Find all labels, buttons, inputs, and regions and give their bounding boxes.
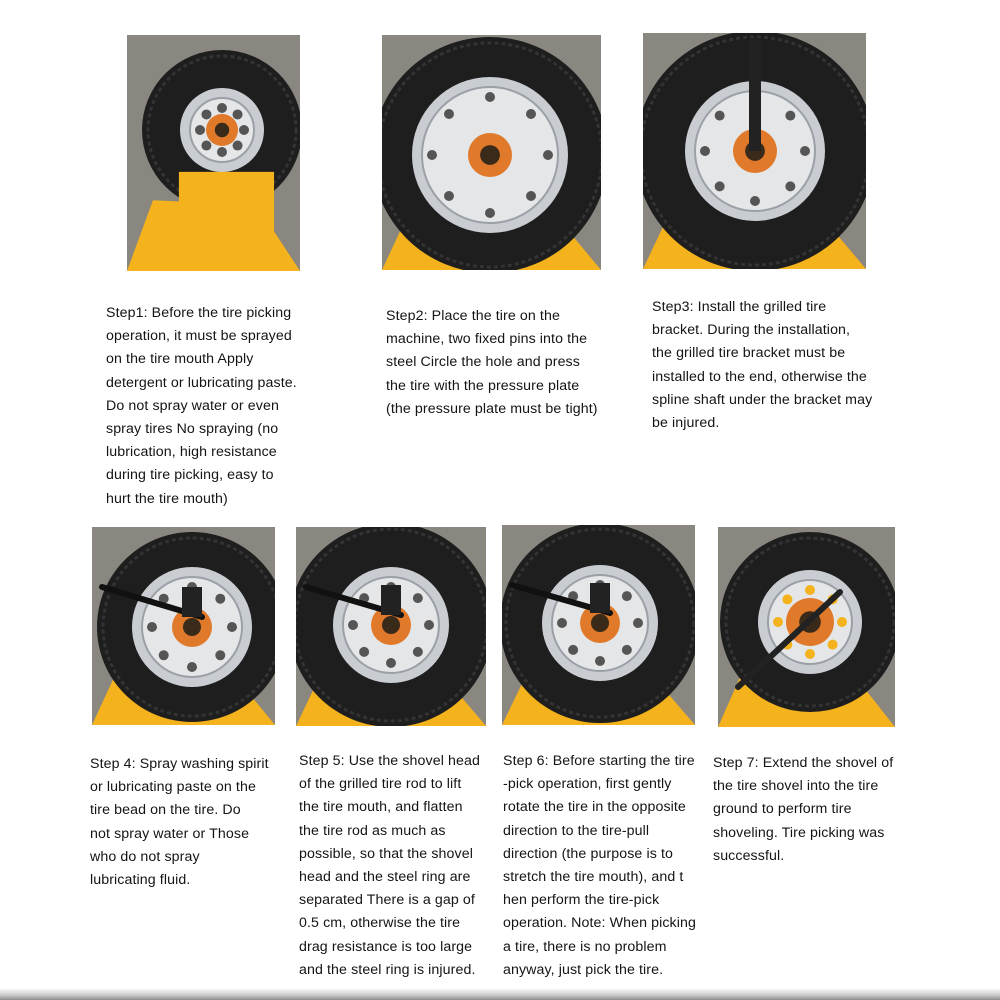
step-5-caption: Step 5: Use the shovel head of the grilled tire rod to lift the tire mouth, and flatten the tire rod as much as possible, so that the shovel head and the steel ring are separated There is a gap of 0.5 cm, otherwise the tire drag resistance is too large and the steel ring is injured. [299,753,480,978]
step-3-photo [643,33,866,269]
step-1-photo [127,35,300,271]
step-5-photo [296,527,486,726]
step-6-caption: Step 6: Before starting the tire -pick operation, first gently rotate the tire in the opposite direction to the tire-pull direction (the purpose is to stretch the tire mouth), and t hen perform the tire-pick operation. Note: When picking a tire, there is no problem anyway, just pick the tire. [503,753,696,978]
step-4-caption: Step 4: Spray washing spirit or lubricating paste on the tire bead on the tire. Do not spray water or Those who do not spray lubricating fluid. [90,756,269,889]
step-4-photo [92,527,275,725]
step-7-caption: Step 7: Extend the shovel of the tire shovel into the tire ground to perform tire shoveling. Tire picking was successful. [713,755,894,864]
tire-photo [502,525,695,725]
tire-photo [296,527,486,726]
step-1-caption: Step1: Before the tire picking operation, it must be sprayed on the tire mouth Apply detergent or lubricating paste. Do not spray water or even spray tires No spraying (no lubrication, high resistance during tire picking, easy to hurt the tire mouth) [106,305,297,507]
step-3-caption: Step3: Install the grilled tire bracket. During the installation, the grilled tire bracket must be installed to the end, otherwise the spline shaft under the bracket may be injured. [652,299,873,432]
tire-photo [127,35,300,271]
page-bottom-edge [0,988,1000,1000]
step-6-photo [502,525,695,725]
tire-photo [382,35,601,270]
step-2-photo [382,35,601,270]
step-2-caption: Step2: Place the tire on the machine, two fixed pins into the steel Circle the hole and press the tire with the pressure plate (the pressure plate must be tight) [386,308,598,417]
tire-photo [643,33,866,269]
tire-photo [92,527,275,725]
step-7-photo [718,527,895,727]
tire-photo [718,527,895,727]
